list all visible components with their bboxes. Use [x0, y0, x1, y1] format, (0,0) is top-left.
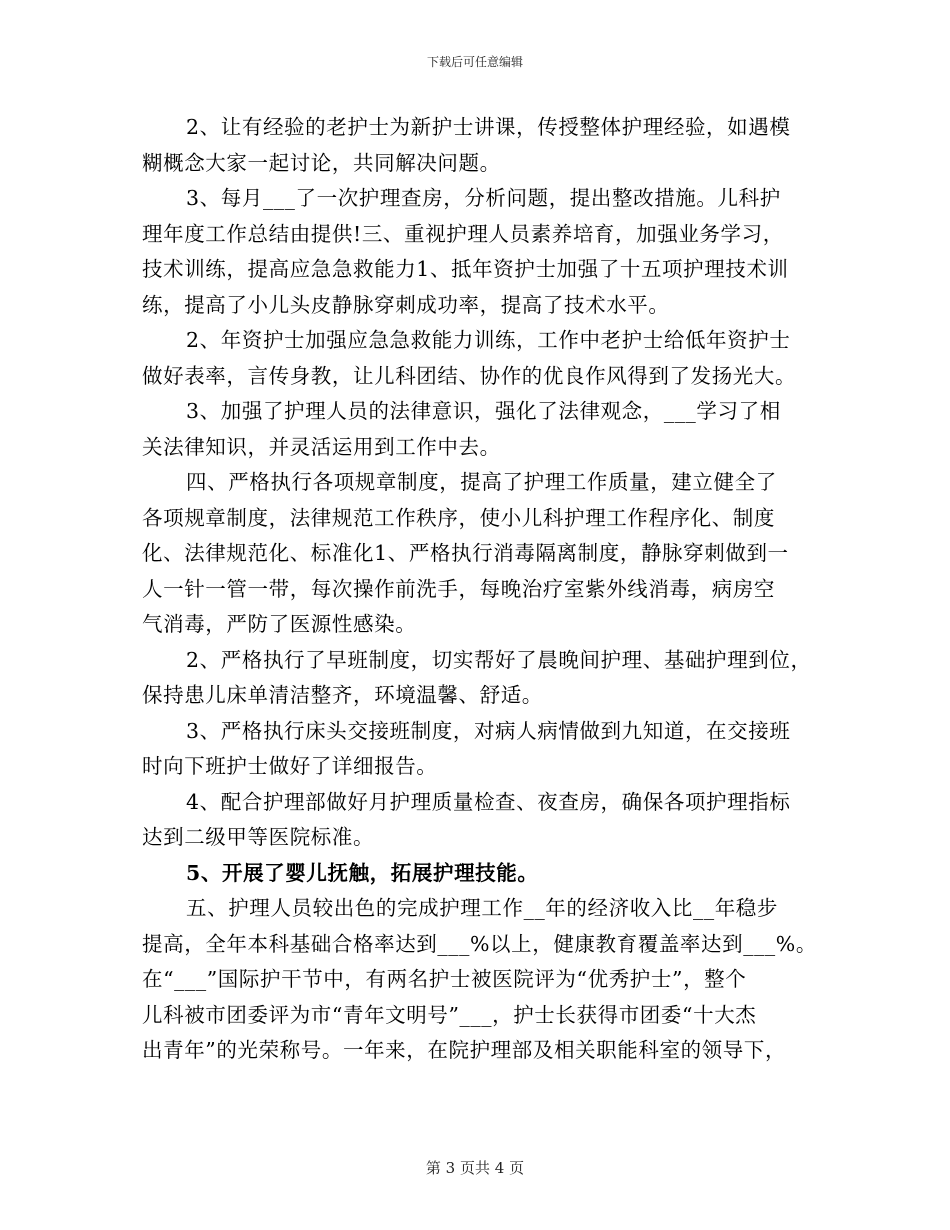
body-line-4: 理年度工作总结由提供!三、重视护理人员素养培育，加强业务学习，: [142, 221, 784, 246]
body-line-22-bold: 5、开展了婴儿抚触，拓展护理技能。: [186, 860, 539, 885]
body-line-20: 4、配合护理部做好月护理质量检查、夜查房，确保各项护理指标: [186, 789, 791, 814]
body-line-8: 做好表率，言传身教，让儿科团结、协作的优良作风得到了发扬光大。: [142, 363, 797, 388]
body-line-24: 提高，全年本科基础合格率达到___%以上，健康教育覆盖率达到___%。: [142, 931, 817, 956]
body-line-7: 2、年资护士加强应急急救能力训练，工作中老护士给低年资护士: [186, 328, 791, 352]
body-line-15: 气消毒，严防了医源性感染。: [142, 612, 417, 636]
body-line-26: 儿科被市团委评为市“青年文明号”___，护士长获得市团委“十大杰: [142, 1002, 757, 1027]
body-line-10: 关法律知识，并灵活运用到工作中去。: [142, 434, 501, 459]
body-line-14: 人一针一管一带，每次操作前洗手，每晚治疗室紫外线消毒，病房空: [142, 576, 775, 601]
body-line-5: 技术训练，提高应急急救能力1、抵年资护士加强了十五项护理技术训: [142, 257, 789, 281]
body-line-12: 各项规章制度，法律规范工作秩序，使小儿科护理工作程序化、制度: [142, 505, 775, 530]
page-header: 下载后可任意编辑: [426, 55, 523, 69]
document-body: [142, 110, 817, 1069]
body-line-9: 3、加强了护理人员的法律意识，强化了法律观念，___学习了相: [186, 399, 781, 423]
body-line-2: 糊概念大家一起讨论，共同解决问题。: [142, 150, 501, 175]
body-line-18: 3、严格执行床头交接班制度，对病人病情做到九知道，在交接班: [186, 718, 791, 743]
body-line-23: 五、护理人员较出色的完成护理工作__年的经济收入比__年稳步: [186, 896, 778, 920]
body-line-3: 3、每月___了一次护理查房，分析问题，提出整改措施。儿科护: [186, 186, 781, 210]
body-line-19: 时向下班护士做好了详细报告。: [142, 754, 438, 778]
body-line-21: 达到二级甲等医院标准。: [142, 825, 375, 849]
body-line-1: 2、让有经验的老护士为新护士讲课，传授整体护理经验，如遇模: [186, 115, 791, 139]
page-footer: 第 3 页共 4 页: [425, 1159, 525, 1177]
body-line-27: 出青年”的光荣称号。一年来，在院护理部及相关职能科室的领导下，: [142, 1038, 787, 1062]
body-line-16: 2、严格执行了早班制度，切实帮好了晨晚间护理、基础护理到位，: [186, 647, 812, 672]
body-line-11: 四、严格执行各项规章制度，提高了护理工作质量，建立健全了: [186, 470, 777, 494]
body-line-6: 练，提高了小儿头皮静脉穿刺成功率，提高了技术水平。: [142, 292, 670, 317]
body-line-17: 保持患儿床单清洁整齐，环境温馨、舒适。: [142, 683, 543, 707]
body-line-25: 在“___”国际护干节中，有两名护士被医院评为“优秀护士”，整个: [142, 967, 747, 991]
body-line-13: 化、法律规范化、标准化1、严格执行消毒隔离制度，静脉穿刺做到一: [142, 541, 789, 565]
